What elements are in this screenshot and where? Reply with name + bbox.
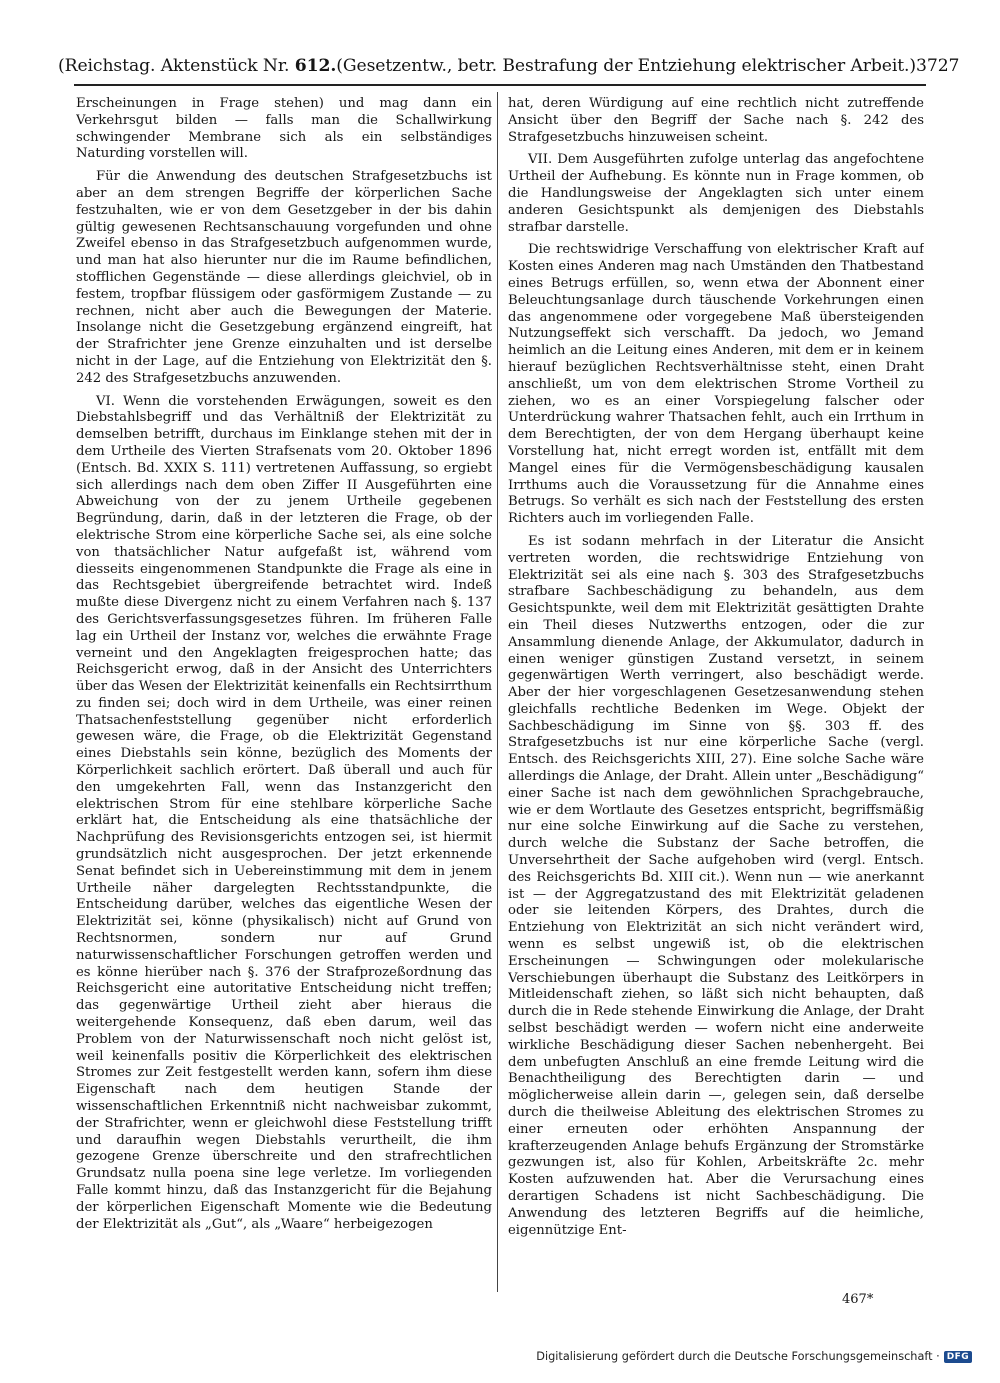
page-signature: 467*	[842, 1292, 874, 1307]
digitization-footer	[536, 1350, 972, 1363]
left-column	[76, 96, 492, 1292]
paragraph: Für die Anwendung des deutschen Strafgesetzbuchs ist aber an dem strengen Begriffe der körperlichen Sache festzuhalten, wie er von dem Gesetzgeber in der bis dahin gültig gewesenen Rechtsanschauung vorgefunden und ohne Zweifel ebenso in das Strafgesetzbuch aufgenommen wurde, und man hat also hierunter nur die im Raume befindlichen, stofflichen Gegenstände — diese allerdings gleichviel, ob in festem, tropfbar flüssigem oder gasförmigem Zustande — zu rechnen, nicht aber auch die Bewegungen der Materie. Insolange nicht die Gesetzgebung ergänzend eingreift, hat der Strafrichter jene Grenze einzuhalten und ist derselbe nicht in der Lage, auf die Entziehung von Elektrizität den §. 242 des Strafgesetzbuchs anzuwenden.	[76, 169, 492, 386]
header-document-label: (Reichstag. Aktenstück Nr.	[58, 56, 290, 76]
column-divider	[497, 92, 498, 1292]
header-rule	[74, 84, 926, 86]
paragraph: hat, deren Würdigung auf eine rechtlich nicht zutreffende Ansicht über den Begriff der Sache nach §. 242 des Strafgesetzbuchs hinzuweisen scheint.	[508, 96, 924, 145]
paragraph: VII. Dem Ausgeführten zufolge unterlag das angefochtene Urtheil der Aufhebung. Es könnte nun in Frage kommen, ob die Handlungsweise der Angeklagten sich unter einem anderen Gesichtspunkt als demjenigen des Diebstahls strafbar darstelle.	[508, 152, 924, 235]
dfg-logo-icon: DFG	[944, 1351, 972, 1363]
paragraph: Die rechtswidrige Verschaffung von elektrischer Kraft auf Kosten eines Anderen mag nach Umständen den Thatbestand eines Betrugs erfüllen, so, wenn etwa der Abonnent einer Beleuchtungsanlage durch täuschende Vorkehrungen einen das angenommene oder vorgegebene Maß übersteigenden Nutzungseffekt sich verschafft. Da jedoch, wo Jemand heimlich an die Leitung eines Anderen, mit dem er in keinem hierauf bezüglichen Rechtsverhältnisse steht, einen Draht anschließt, um von dem elektrischen Strome Vortheil zu ziehen, wo es an einer Vorspiegelung falscher oder Unterdrückung wahrer Thatsachen fehlt, auch ein Irrthum in dem Berechtigten, der von dem Hergang überhaupt keine Vorstellung hat, nicht erregt worden ist, entfällt mit dem Mangel eines für die Vermögensbeschädigung kausalen Irrthums auch die Voraussetzung für die Annahme eines Betrugs. So verhält es sich nach der Feststellung des ersten Richters auch im vorliegenden Falle.	[508, 242, 924, 527]
paragraph: Es ist sodann mehrfach in der Literatur die Ansicht vertreten worden, die rechtswidrige Entziehung von Elektrizität sei als eine nach §. 303 des Strafgesetzbuchs strafbare Sachbeschädigung zu behandeln, aus dem Gesichtspunkte, weil dem mit Elektrizität gesättigten Drahte ein Theil dieses Nutzwerths entzogen, oder die zur Ansammlung dienende Anlage, der Akkumulator, dadurch in einen weniger günstigen Zustand versetzt, in seinem gegenwärtigen Werth verringert, also beschädigt werde. Aber der hier vorgeschlagenen Gesetzesanwendung stehen gleichfalls rechtliche Bedenken im Wege. Objekt der Sachbeschädigung im Sinne von §§. 303 ff. des Strafgesetzbuchs ist nur eine körperliche Sache (vergl. Entsch. des Reichsgerichts XIII, 27). Eine solche Sache wäre allerdings die Anlage, der Draht. Allein unter „Beschädigung“ einer Sache ist nach dem gewöhnlichen Sprachgebrauche, wie er dem Wortlaute des Gesetzes entspricht, begriffsmäßig nur eine solche Einwirkung auf die Sache zu verstehen, durch welche die Substanz der Sache betroffen, die Unversehrtheit der Sache aufgehoben wird (vergl. Entsch. des Reichsgerichts Bd. XIII cit.). Wenn nun — wie anerkannt ist — der Aggregatzustand des mit Elektrizität geladenen oder sie leitenden Körpers, des Drahtes, durch die Entziehung von Elektrizität an sich nicht verändert wird, wenn es selbst ungewiß ist, ob die elektrischen Erscheinungen — Schwingungen oder molekularische Verschiebungen überhaupt die Substanz des Leitkörpers in Mitleidenschaft ziehen, so läßt sich nicht behaupten, daß durch die in Rede stehende Einwirkung die Anlage, der Draht selbst beschädigt werden — wofern nicht eine anderweite wirkliche Beschädigung dieser Sachen nebenhergeht. Bei dem unbefugten Anschluß an eine fremde Leitung wird die Benachtheiligung des Berechtigten darin — und möglicherweise allein darin —, gelegen sein, daß derselbe durch die theilweise Ableitung des elektrischen Stromes zu einer erneuten oder erhöhten Anspannung der krafterzeugenden Anlage behufs Ergänzung der Stromstärke gezwungen ist, also für Kohlen, Arbeitskräfte 2c. mehr Kosten aufzuwenden hat. Aber die Verursachung eines derartigen Schadens ist nicht Sachbeschädigung. Die Anwendung des letzteren Begriffs auf die heimliche, eigennützige Ent-	[508, 533, 924, 1238]
header-title: (Gesetzentw., betr. Bestrafung der Entziehung elektrischer Arbeit.)	[336, 56, 917, 76]
footer-text: Digitalisierung gefördert durch die Deutsche Forschungsgemeinschaft ·	[536, 1350, 940, 1363]
right-column	[508, 96, 924, 1292]
header-page-number: 3727	[916, 56, 960, 76]
header-left	[58, 56, 336, 76]
paragraph: VI. Wenn die vorstehenden Erwägungen, soweit es den Diebstahlsbegriff und das Verhältniß der Elektrizität zu demselben betrifft, durchaus im Einklange stehen mit der in dem Urtheile des Vierten Strafsenats vom 20. Oktober 1896 (Entsch. Bd. XXIX S. 111) vertretenen Auffassung, so ergiebt sich allerdings nach dem oben Ziffer II Ausgeführten eine Abweichung von der zu jenem Urtheile gegebenen Begründung, darin, daß in der letzteren die Frage, ob der elektrische Strom eine körperliche Sache sei, als eine solche von thatsächlicher Natur aufgefaßt ist, während vom diesseits eingenommenen Standpunkte die Frage als eine in das Rechtsgebiet übergreifende betrachtet wird. Indeß mußte diese Divergenz nicht zu einem Verfahren nach §. 137 des Gerichtsverfassungsgesetzes führen. Im früheren Falle lag ein Urtheil der Instanz vor, welches die erwähnte Frage verneint und den Angeklagten freigesprochen hatte; das Reichsgericht erwog, daß in der Ansicht des Unterrichters über das Wesen der Elektrizität keinenfalls ein Rechtsirrthum zu finden sei; doch wird in dem Urtheile, was einer reinen Thatsachenfeststellung gegenüber nicht erforderlich gewesen wäre, die Frage, ob die Elektrizität Gegenstand eines Diebstahls sein könne, bezüglich des Moments der Körperlichkeit sachlich erörtert. Daß überall und auch für den umgekehrten Fall, wenn das Instanzgericht den elektrischen Strom für eine stehlbare körperliche Sache erklärt hat, die Entscheidung als eine thatsächliche der Nachprüfung des Revisionsgerichts entzogen sei, ist hiermit grundsätzlich nicht ausgesprochen. Der jetzt erkennende Senat befindet sich in Uebereinstimmung mit dem in jenem Urtheile näher dargelegten Rechtsstandpunkte, die Entscheidung darüber, welches das eigentliche Wesen der Elektrizität sei, könne (physikalisch) nicht auf Grund von Rechtsnormen, sondern nur auf Grund naturwissenschaftlicher Forschungen getroffen werden und es könne hierüber nach §. 376 der Strafprozeßordnung das Reichsgericht eine autoritative Entscheidung nicht treffen; das gegenwärtige Urtheil zieht aber hieraus die weitergehende Konsequenz, daß eben darum, weil das Problem von der Naturwissenschaft noch nicht gelöst ist, weil keinenfalls positiv die Körperlichkeit des elektrischen Stromes zur Zeit festgestellt werden kann, sofern ihm diese Eigenschaft nach dem heutigen Stande der wissenschaftlichen Erkenntniß nicht nachweisbar zukommt, der Strafrichter, wenn er gleichwohl diese Feststellung trifft und daraufhin wegen Diebstahls verurtheilt, die ihm gezogene Grenze überschreite und den strafrechtlichen Grundsatz nulla poena sine lege verletze. Im vorliegenden Falle kommt hinzu, daß das Instanzgericht für die Bejahung der körperlichen Eigenschaft Momente wie die Bedeutung der Elektrizität als „Gut“, als „Waare“ herbeigezogen	[76, 393, 492, 1232]
running-header	[58, 56, 960, 76]
paragraph: Erscheinungen in Frage stehen) und mag dann ein Verkehrsgut bilden — falls man die Schallwirkung schwingender Membrane sich als ein selbständiges Naturding vorstellen will.	[76, 96, 492, 162]
header-document-number: 612.	[294, 56, 337, 76]
